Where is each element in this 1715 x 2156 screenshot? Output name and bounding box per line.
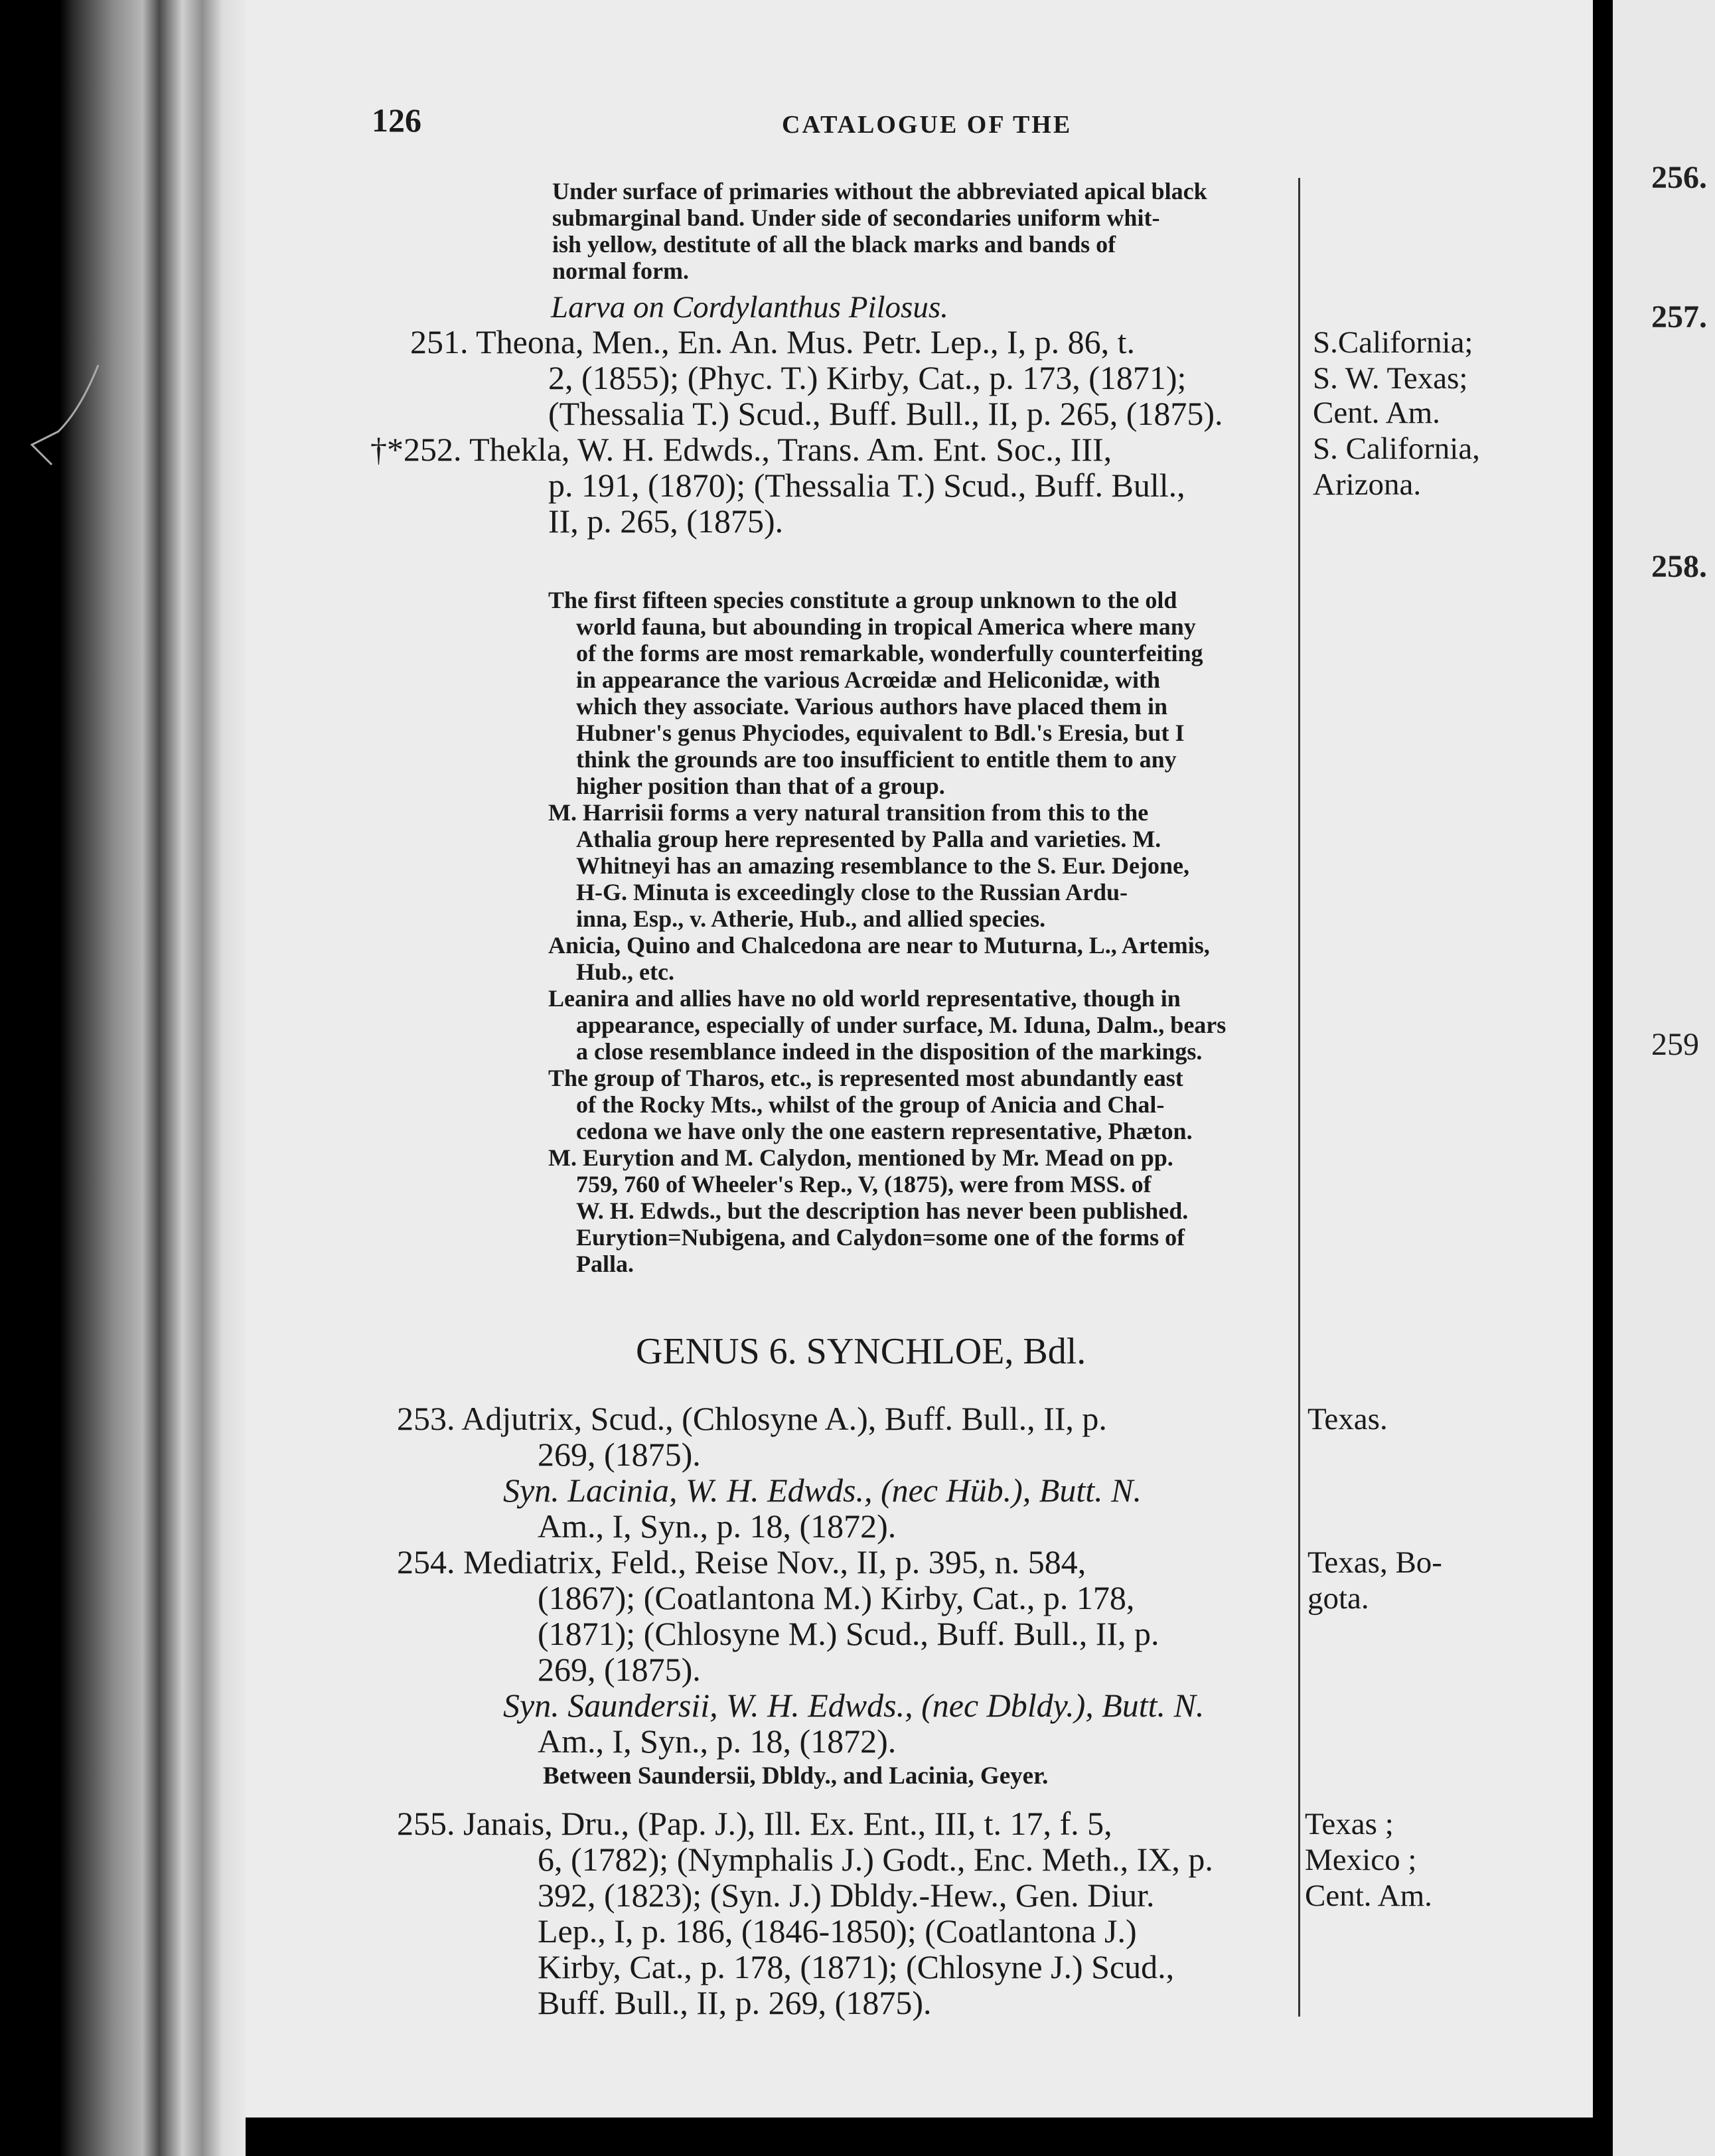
- entry-254-line: 254. Mediatrix, Feld., Reise Nov., II, p. 395, n. 584,: [397, 1543, 1086, 1580]
- entry-255-locality: Mexico ;: [1305, 1843, 1417, 1877]
- entry-254-locality: Texas, Bo-: [1307, 1545, 1442, 1580]
- note-line: which they associate. Various authors have placed them in: [576, 693, 1168, 720]
- note-line: think the grounds are too insufficient to entitle them to any: [576, 746, 1177, 773]
- note-line: M. Harrisii forms a very natural transition from this to the: [548, 799, 1149, 826]
- book-binding-edge: [0, 0, 246, 2156]
- note-line: inna, Esp., v. Atherie, Hub., and allied species.: [576, 905, 1046, 932]
- entry-255-line: 6, (1782); (Nymphalis J.) Godt., Enc. Meth., IX, p.: [538, 1841, 1213, 1878]
- intro-note-line: normal form.: [552, 258, 689, 284]
- note-line: higher position than that of a group.: [576, 773, 945, 799]
- entry-251-locality: S. W. Texas;: [1313, 361, 1468, 396]
- entry-254-line: (1867); (Coatlantona M.) Kirby, Cat., p. 178,: [538, 1579, 1135, 1616]
- entry-252-locality: Arizona.: [1313, 467, 1422, 502]
- larva-line: Larva on Cordylanthus Pilosus.: [551, 290, 948, 325]
- entry-251-locality: Cent. Am.: [1313, 396, 1440, 430]
- running-title: CATALOGUE OF THE: [782, 111, 1073, 139]
- note-line: of the forms are most remarkable, wonderfully counterfeiting: [576, 640, 1203, 666]
- adjacent-entry-number: 256.: [1651, 160, 1707, 195]
- entry-252-line: †*252. Thekla, W. H. Edwds., Trans. Am. Ent. Soc., III,: [370, 431, 1112, 468]
- note-line: The first fifteen species constitute a group unknown to the old: [548, 587, 1177, 613]
- note-line: a close resemblance indeed in the disposition of the markings.: [576, 1038, 1203, 1065]
- intro-note-line: Under surface of primaries without the abbreviated apical black: [552, 178, 1207, 204]
- entry-255-line: Kirby, Cat., p. 178, (1871); (Chlosyne J.) Scud.,: [538, 1948, 1175, 1985]
- genus-heading: GENUS 6. SYNCHLOE, Bdl.: [636, 1331, 1086, 1372]
- note-line: cedona we have only the one eastern representative, Phæton.: [576, 1118, 1193, 1144]
- scan-border: [246, 2118, 1593, 2156]
- entry-253-line: 253. Adjutrix, Scud., (Chlosyne A.), Buff. Bull., II, p.: [397, 1400, 1107, 1437]
- locality-column-rule: [1298, 178, 1300, 2017]
- entry-255-line: 255. Janais, Dru., (Pap. J.), Ill. Ex. Ent., III, t. 17, f. 5,: [397, 1805, 1112, 1842]
- entry-254-line: 269, (1875).: [538, 1651, 701, 1688]
- note-line: Palla.: [576, 1251, 634, 1277]
- entry-252-locality: S. California,: [1313, 431, 1480, 466]
- entry-254-line: Am., I, Syn., p. 18, (1872).: [538, 1723, 897, 1760]
- note-line: Athalia group here represented by Palla and varieties. M.: [576, 826, 1161, 852]
- entry-251-line: (Thessalia T.) Scud., Buff. Bull., II, p. 265, (1875).: [548, 395, 1223, 432]
- entry-254-locality: gota.: [1307, 1581, 1369, 1616]
- entry-253-line: Am., I, Syn., p. 18, (1872).: [538, 1507, 897, 1545]
- scan-thread-mark: [19, 358, 112, 478]
- adjacent-entry-number: 258.: [1651, 549, 1707, 584]
- entry-255-line: Lep., I, p. 186, (1846-1850); (Coatlantona J.): [538, 1912, 1137, 1950]
- entry-254-synonym: Syn. Saundersii, W. H. Edwds., (nec Dbldy.), Butt. N.: [503, 1687, 1205, 1724]
- intro-note-line: submarginal band. Under side of secondaries uniform whit-: [552, 204, 1160, 231]
- entry-255-line: 392, (1823); (Syn. J.) Dbldy.-Hew., Gen. Diur.: [538, 1877, 1155, 1914]
- entry-251-line: 2, (1855); (Phyc. T.) Kirby, Cat., p. 173, (1871);: [548, 359, 1187, 396]
- entry-252-line: p. 191, (1870); (Thessalia T.) Scud., Buff. Bull.,: [548, 467, 1185, 504]
- entry-253-locality: Texas.: [1307, 1402, 1388, 1436]
- note-line: M. Eurytion and M. Calydon, mentioned by Mr. Mead on pp.: [548, 1144, 1173, 1171]
- note-line: W. H. Edwds., but the description has never been published.: [576, 1197, 1189, 1224]
- note-line: 759, 760 of Wheeler's Rep., V, (1875), were from MSS. of: [576, 1171, 1152, 1197]
- note-line: Whitneyi has an amazing resemblance to the S. Eur. Dejone,: [576, 852, 1190, 879]
- entry-254-line: (1871); (Chlosyne M.) Scud., Buff. Bull., II, p.: [538, 1615, 1159, 1652]
- entry-254-note: Between Saundersii, Dbldy., and Lacinia, Geyer.: [543, 1762, 1049, 1790]
- adjacent-entry-number: 257.: [1651, 299, 1707, 335]
- note-line: Hub., etc.: [576, 959, 674, 985]
- entry-255-locality: Texas ;: [1305, 1807, 1394, 1841]
- entry-251-locality: S.California;: [1313, 325, 1473, 360]
- note-line: world fauna, but abounding in tropical America where many: [576, 613, 1196, 640]
- note-line: The group of Tharos, etc., is represented most abundantly east: [548, 1065, 1183, 1091]
- entry-253-synonym: Syn. Lacinia, W. H. Edwds., (nec Hüb.), Butt. N.: [503, 1472, 1142, 1509]
- note-line: appearance, especially of under surface, M. Iduna, Dalm., bears: [576, 1012, 1227, 1038]
- intro-note-line: ish yellow, destitute of all the black marks and bands of: [552, 231, 1116, 258]
- note-line: Leanira and allies have no old world representative, though in: [548, 985, 1181, 1012]
- note-line: Anicia, Quino and Chalcedona are near to Muturna, L., Artemis,: [548, 932, 1210, 959]
- page-gutter: [1593, 0, 1613, 2156]
- note-line: Hubner's genus Phyciodes, equivalent to Bdl.'s Eresia, but I: [576, 720, 1185, 746]
- entry-252-line: II, p. 265, (1875).: [548, 502, 784, 540]
- note-line: H-G. Minuta is exceedingly close to the Russian Ardu-: [576, 879, 1128, 905]
- entry-253-line: 269, (1875).: [538, 1436, 701, 1473]
- note-line: Eurytion=Nubigena, and Calydon=some one of the forms of: [576, 1224, 1185, 1251]
- note-line: in appearance the various Acrœidæ and Heliconidæ, with: [576, 666, 1161, 693]
- entry-255-line: Buff. Bull., II, p. 269, (1875).: [538, 1984, 932, 2021]
- entry-255-locality: Cent. Am.: [1305, 1879, 1432, 1913]
- page-number: 126: [372, 102, 421, 139]
- entry-251-line: 251. Theona, Men., En. An. Mus. Petr. Lep., I, p. 86, t.: [410, 323, 1136, 360]
- adjacent-entry-number: 259: [1651, 1027, 1699, 1062]
- note-line: of the Rocky Mts., whilst of the group of Anicia and Chal-: [576, 1091, 1165, 1118]
